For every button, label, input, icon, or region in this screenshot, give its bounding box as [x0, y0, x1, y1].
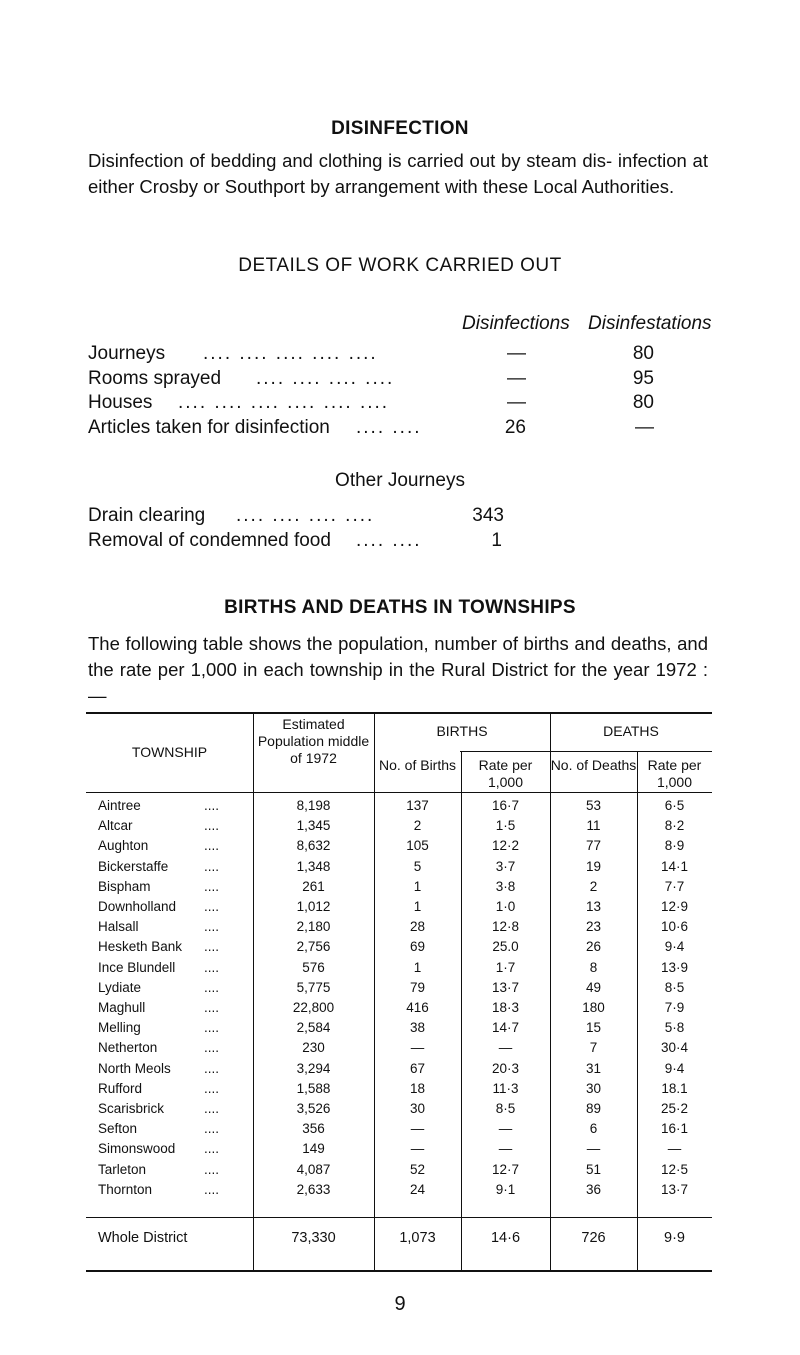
cell-births: 24 [409, 1181, 426, 1197]
cell-brate: 25.0 [492, 939, 519, 955]
cell-deaths: 13 [585, 899, 602, 914]
page-number: 9 [394, 1293, 406, 1315]
cell-pop: 3,526 [296, 1101, 331, 1116]
township-name: Thornton [98, 1181, 153, 1197]
cell-drate: 16·1 [660, 1121, 689, 1137]
disinfestations-value: 80 [632, 392, 654, 413]
disinfestations-value: — [635, 417, 654, 438]
disinfection-paragraph: Disinfection of bedding and clothing is carried out by steam dis- infection at either Crosby or Southport by arrangement with these Local Authorities. [88, 150, 708, 197]
total-deaths: 726 [581, 1230, 606, 1246]
cell-pop: 8,198 [296, 798, 331, 813]
cell-births: 52 [409, 1161, 426, 1177]
township-name: Bickerstaffe [98, 858, 169, 874]
leader-dots: .... [204, 1161, 220, 1177]
township-name: Melling [98, 1020, 141, 1036]
township-name: Simonswood [98, 1141, 176, 1157]
cell-pop: 230 [302, 1040, 325, 1056]
work-row [88, 368, 688, 392]
other-journey-label: Removal of condemned food [88, 530, 331, 551]
births-deaths-heading: BIRTHS AND DEATHS IN TOWNSHIPS [224, 597, 576, 618]
work-row [88, 392, 688, 416]
cell-brate: 16·7 [491, 798, 520, 813]
leader-dots: .... .... .... .... [236, 505, 375, 526]
township-name: Halsall [98, 919, 139, 935]
cell-brate: 18·3 [491, 1000, 520, 1015]
other-journey-label: Drain clearing [88, 505, 206, 526]
other-journey-value: 343 [472, 505, 504, 526]
township-name: Sefton [98, 1121, 138, 1137]
other-journeys-title: Other Journeys [335, 470, 465, 491]
work-label: Rooms sprayed [88, 368, 222, 389]
township-name: Scarisbrick [98, 1101, 165, 1116]
leader-dots: .... .... .... .... [256, 368, 395, 389]
cell-pop: 4,087 [296, 1161, 331, 1177]
disinfection-heading: DISINFECTION [331, 118, 469, 139]
township-name: Lydiate [98, 979, 142, 995]
leader-dots: .... [204, 1060, 220, 1076]
header-no-deaths: No. of Deaths [550, 757, 637, 773]
cell-births: — [410, 1040, 425, 1056]
leader-dots: .... [204, 959, 220, 975]
total-brate: 14·6 [490, 1230, 521, 1246]
header-bottom-rule [86, 792, 712, 793]
township-name: Rufford [98, 1080, 143, 1096]
cell-deaths: 6 [589, 1121, 598, 1137]
cell-brate: 20·3 [491, 1060, 520, 1076]
cell-deaths: 51 [585, 1161, 602, 1177]
disinfections-value: 26 [504, 417, 526, 438]
cell-pop: 2,584 [296, 1020, 331, 1036]
leader-dots: .... [204, 919, 220, 935]
leader-dots: .... .... .... .... .... .... [178, 392, 390, 413]
leader-dots: .... [204, 1141, 220, 1157]
cell-drate: 12·9 [660, 899, 689, 914]
deaths-subhead-rule [460, 751, 712, 752]
cell-deaths: 8 [589, 959, 598, 975]
cell-deaths: 77 [585, 838, 602, 854]
disinfestations-value: 80 [632, 343, 654, 364]
cell-deaths: 36 [585, 1181, 602, 1197]
cell-drate: 6·5 [664, 798, 685, 813]
township-name: North Meols [98, 1060, 171, 1076]
total-pop: 73,330 [291, 1230, 336, 1246]
leader-dots: .... .... [356, 530, 422, 551]
cell-drate: 9·4 [664, 1060, 685, 1076]
cell-pop: 2,756 [296, 939, 331, 955]
cell-pop: 356 [302, 1121, 325, 1137]
header-deaths: DEATHS [603, 723, 659, 739]
leader-dots: .... [204, 858, 220, 874]
total-drate: 9·9 [664, 1230, 685, 1246]
cell-pop: 1,348 [296, 858, 331, 874]
disinfestations-value: 95 [632, 368, 654, 389]
cell-pop: 2,180 [296, 919, 331, 935]
header-population: Estimated Population middle of 1972 [257, 716, 370, 766]
cell-brate: — [498, 1121, 513, 1137]
cell-births: 79 [409, 979, 426, 995]
cell-deaths: 53 [585, 798, 602, 813]
cell-deaths: 31 [585, 1060, 602, 1076]
township-name: Ince Blundell [98, 959, 176, 975]
work-row [88, 343, 688, 367]
leader-dots: .... [204, 979, 220, 995]
cell-deaths: 19 [585, 858, 602, 874]
cell-deaths: 11 [586, 818, 601, 834]
township-name: Tarleton [98, 1161, 147, 1177]
leader-dots: .... [204, 1000, 220, 1015]
cell-births: 28 [409, 919, 426, 935]
cell-brate: 1·0 [495, 899, 516, 914]
leader-dots: .... [204, 878, 220, 894]
total-top-rule [86, 1217, 712, 1218]
cell-pop: 261 [302, 878, 325, 894]
cell-brate: 8·5 [495, 1101, 516, 1116]
leader-dots: .... [204, 1020, 220, 1036]
cell-brate: 1·5 [495, 818, 516, 834]
col-disinfections: Disinfections [462, 313, 570, 334]
details-heading: DETAILS OF WORK CARRIED OUT [238, 255, 562, 276]
cell-pop: 2,633 [296, 1181, 331, 1197]
cell-births: — [410, 1141, 425, 1157]
header-births: BIRTHS [436, 723, 488, 739]
cell-births: 1 [413, 899, 422, 914]
leader-dots: .... [204, 1080, 220, 1096]
township-name: Aintree [98, 798, 141, 813]
leader-dots: .... [204, 1040, 220, 1056]
cell-births: 2 [413, 818, 422, 834]
leader-dots: .... .... .... .... .... [203, 343, 378, 364]
township-table [86, 712, 712, 1272]
cell-births: — [410, 1121, 425, 1137]
cell-brate: 3·8 [495, 878, 516, 894]
cell-births: 137 [406, 798, 429, 813]
disinfections-value: — [507, 368, 526, 389]
work-label: Houses [88, 392, 153, 413]
cell-drate: 12·5 [660, 1161, 689, 1177]
leader-dots: .... [204, 939, 220, 955]
cell-brate: 1·7 [495, 959, 516, 975]
cell-deaths: 23 [585, 919, 602, 935]
leader-dots: .... .... [356, 417, 422, 438]
work-label: Articles taken for disinfection [88, 417, 330, 438]
births-subhead-rule [374, 751, 460, 752]
cell-drate: 7·9 [664, 1000, 685, 1015]
cell-drate: 13·7 [660, 1181, 689, 1197]
leader-dots: .... [204, 798, 220, 813]
leader-dots: .... [204, 838, 220, 854]
cell-drate: 13·9 [660, 959, 689, 975]
leader-dots: .... [204, 1181, 220, 1197]
cell-deaths: 15 [585, 1020, 602, 1036]
cell-drate: 5·8 [664, 1020, 685, 1036]
cell-pop: 22,800 [292, 1000, 335, 1015]
township-name: Downholland [98, 899, 177, 914]
cell-drate: 8·9 [664, 838, 685, 854]
other-journey-row [88, 530, 688, 554]
cell-deaths: — [586, 1141, 601, 1157]
cell-drate: 8·5 [664, 979, 685, 995]
cell-brate: — [498, 1141, 513, 1157]
cell-births: 105 [406, 838, 429, 854]
cell-drate: 14·1 [660, 858, 689, 874]
cell-deaths: 89 [585, 1101, 602, 1116]
township-name: Maghull [98, 1000, 146, 1015]
cell-pop: 3,294 [296, 1060, 331, 1076]
cell-pop: 8,632 [296, 838, 331, 854]
total-births: 1,073 [399, 1230, 436, 1246]
table-top-rule [86, 712, 712, 714]
header-birth-rate: Rate per 1,000 [478, 757, 533, 790]
header-no-births: No. of Births [378, 757, 457, 773]
cell-pop: 149 [302, 1141, 325, 1157]
cell-brate: 11·3 [492, 1080, 519, 1096]
cell-births: 1 [413, 959, 422, 975]
total-label: Whole District [98, 1230, 188, 1246]
other-journey-value: 1 [491, 530, 502, 551]
cell-births: 1 [413, 878, 422, 894]
cell-births: 30 [409, 1101, 426, 1116]
cell-brate: 12·8 [491, 919, 520, 935]
disinfections-value: — [507, 343, 526, 364]
cell-brate: 14·7 [491, 1020, 520, 1036]
cell-drate: 8·2 [664, 818, 685, 834]
cell-deaths: 30 [585, 1080, 602, 1096]
township-name: Aughton [98, 838, 149, 854]
other-journey-row [88, 505, 688, 529]
township-name: Altcar [98, 818, 133, 834]
leader-dots: .... [204, 899, 220, 914]
township-name: Hesketh Bank [98, 939, 183, 955]
cell-drate: 18.1 [661, 1080, 688, 1096]
leader-dots: .... [204, 1121, 220, 1137]
cell-births: 416 [406, 1000, 429, 1015]
township-name: Bispham [98, 878, 151, 894]
cell-pop: 1,588 [296, 1080, 331, 1096]
cell-pop: 1,345 [296, 818, 331, 834]
township-name: Netherton [98, 1040, 158, 1056]
cell-drate: 25·2 [660, 1101, 689, 1116]
cell-drate: 10·6 [660, 919, 689, 935]
cell-drate: 9·4 [664, 939, 685, 955]
cell-brate: — [498, 1040, 513, 1056]
cell-brate: 12·2 [491, 838, 520, 854]
cell-brate: 12·7 [491, 1161, 520, 1177]
births-deaths-paragraph: The following table shows the population, number of births and deaths, and the rate per 1,000 in each township in the Rural District for the year 1972 :— [88, 633, 708, 706]
work-row [88, 417, 688, 441]
cell-births: 5 [413, 858, 422, 874]
cell-deaths: 7 [589, 1040, 598, 1056]
cell-pop: 5,775 [296, 979, 331, 995]
leader-dots: .... [204, 1101, 220, 1116]
cell-deaths: 26 [585, 939, 602, 955]
cell-brate: 13·7 [491, 979, 520, 995]
disinfections-value: — [507, 392, 526, 413]
cell-births: 38 [409, 1020, 426, 1036]
cell-pop: 576 [302, 959, 325, 975]
col-disinfestations: Disinfestations [588, 313, 712, 334]
cell-brate: 3·7 [495, 858, 516, 874]
cell-births: 67 [409, 1060, 426, 1076]
cell-brate: 9·1 [495, 1181, 516, 1197]
header-township: TOWNSHIP [131, 744, 208, 760]
cell-deaths: 49 [585, 979, 602, 995]
cell-births: 18 [409, 1080, 426, 1096]
cell-births: 69 [409, 939, 426, 955]
leader-dots: .... [204, 818, 220, 834]
cell-deaths: 2 [589, 878, 598, 894]
header-death-rate: Rate per 1,000 [647, 757, 702, 790]
cell-drate: 7·7 [664, 878, 685, 894]
table-bottom-rule [86, 1270, 712, 1272]
work-label: Journeys [88, 343, 166, 364]
cell-pop: 1,012 [296, 899, 331, 914]
cell-deaths: 180 [582, 1000, 605, 1015]
cell-drate: 30·4 [660, 1040, 689, 1056]
cell-drate: — [667, 1141, 682, 1157]
